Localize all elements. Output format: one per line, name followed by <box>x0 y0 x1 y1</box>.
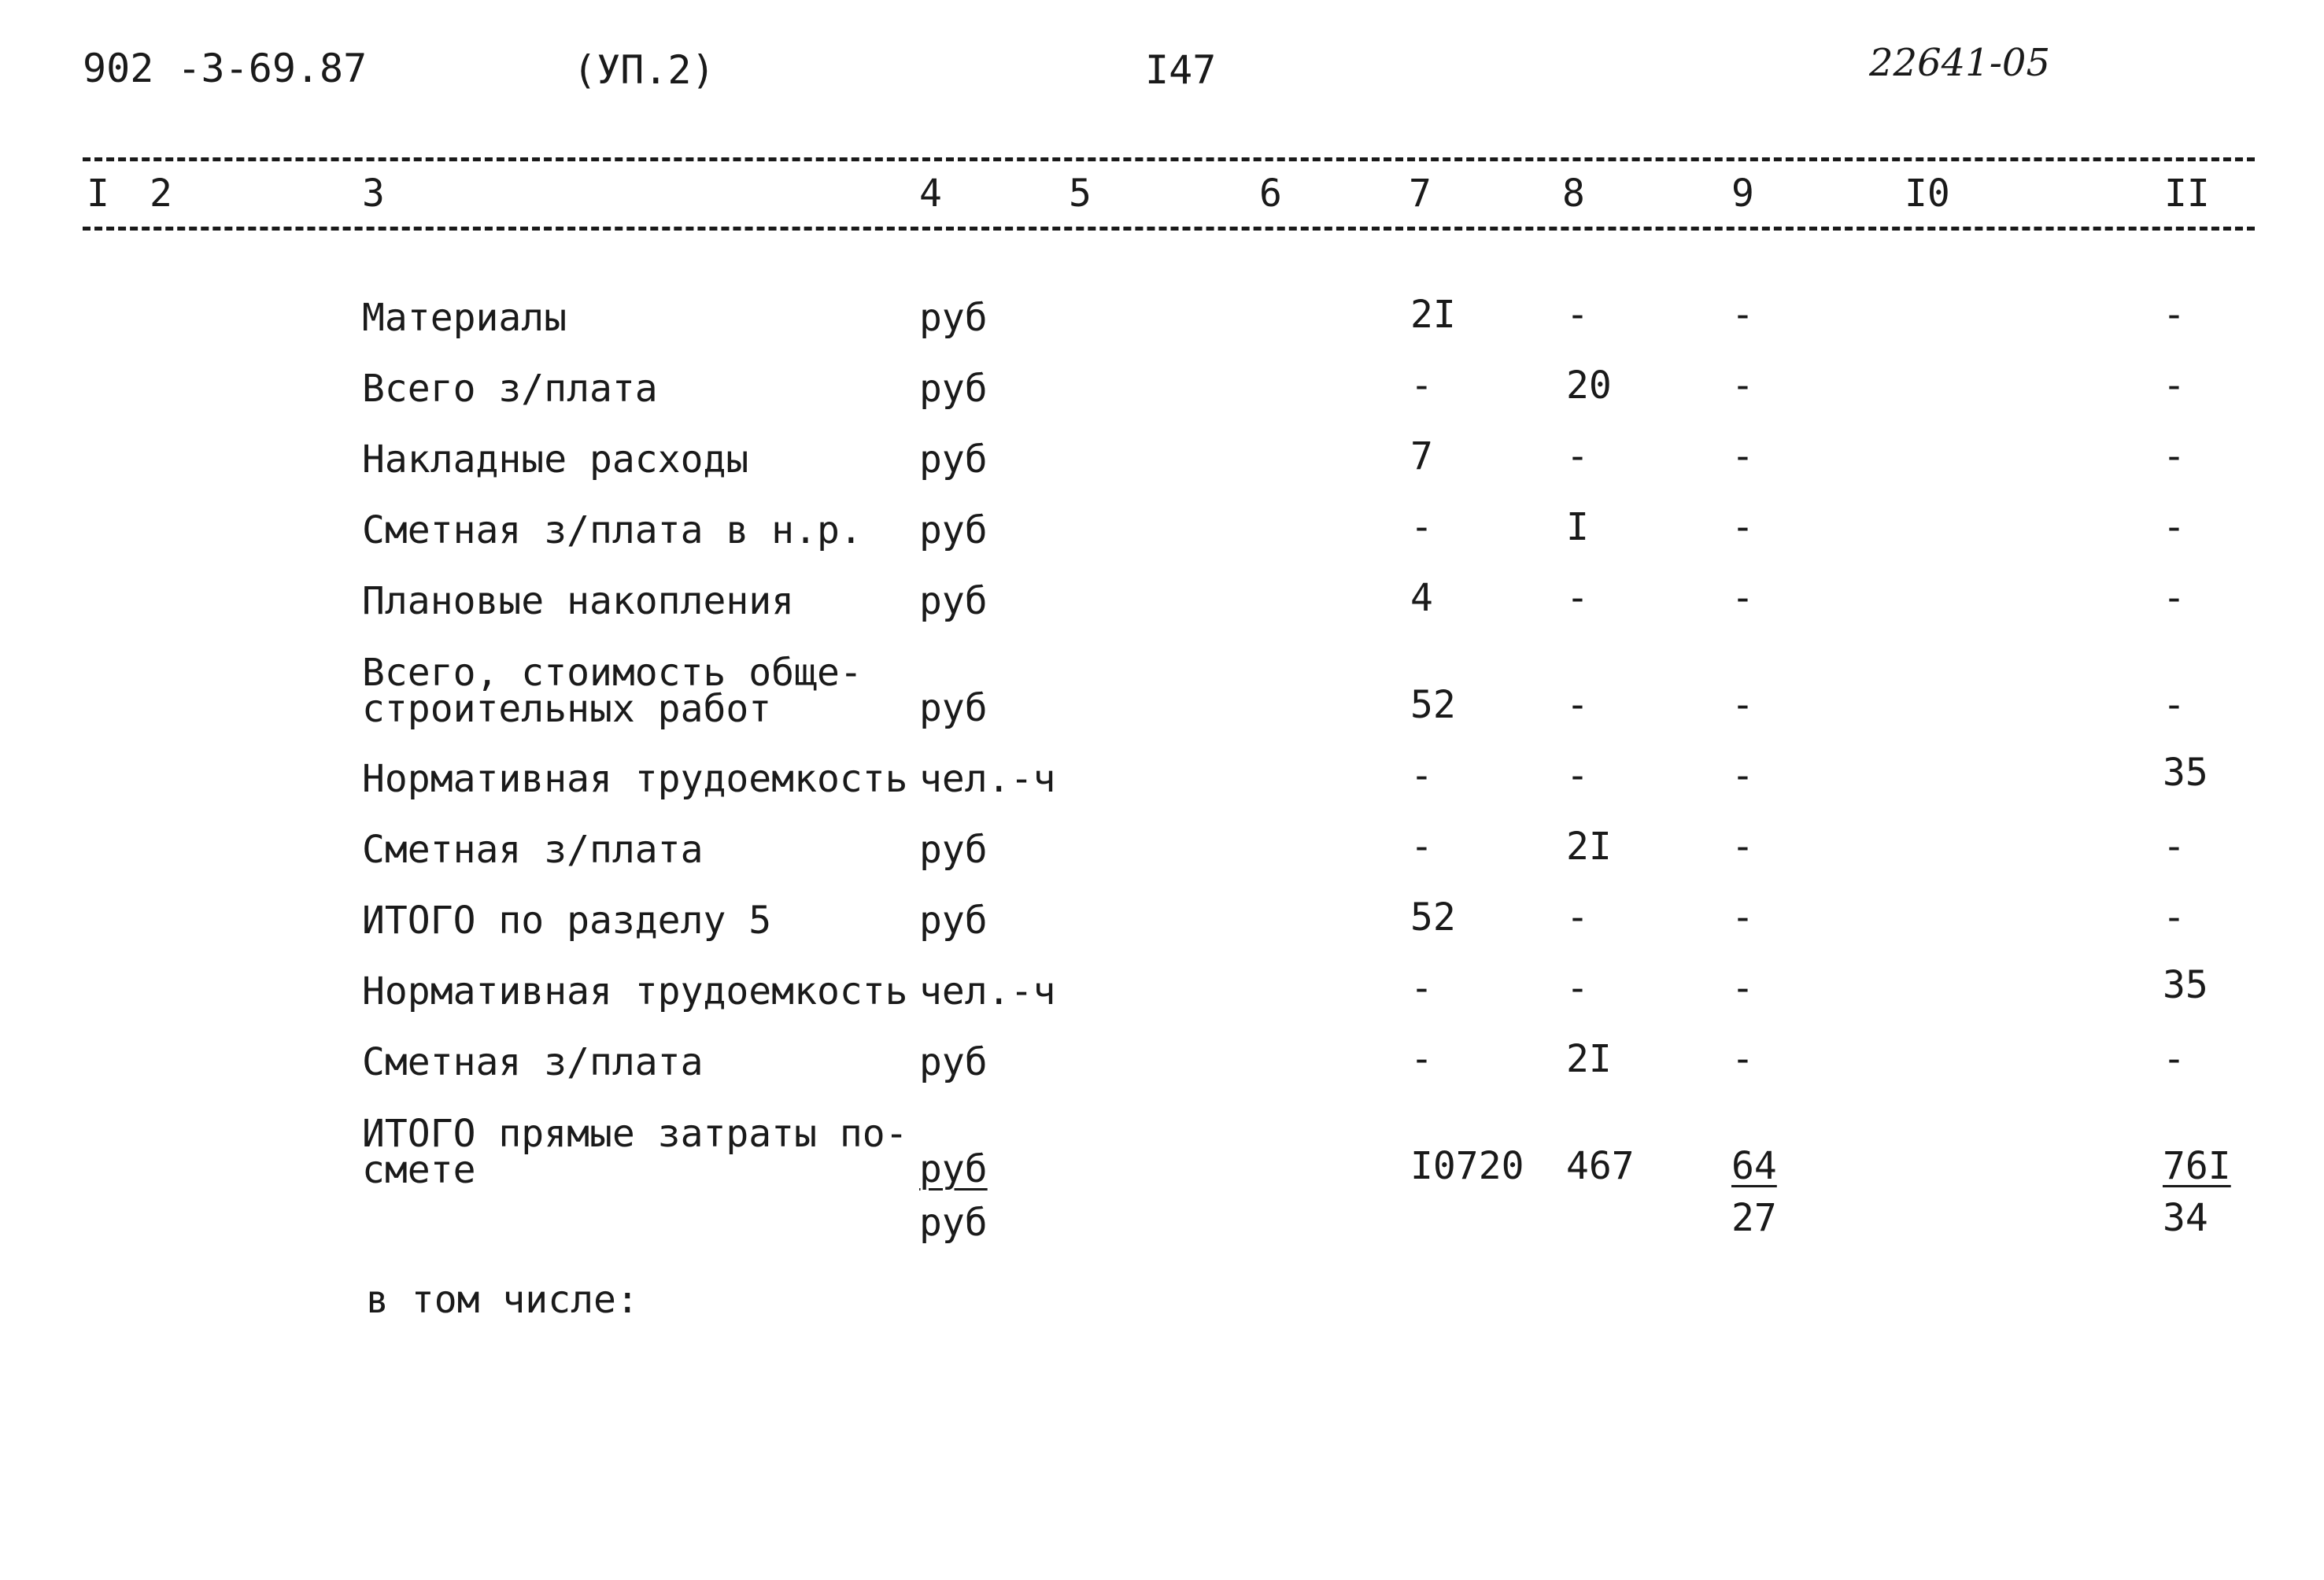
cell-col11: - <box>2163 683 2185 727</box>
doc-code: 902 -3-69.87 <box>83 46 368 91</box>
column-header: 7 <box>1409 172 1432 216</box>
cell-col9: 64 <box>1731 1144 1777 1188</box>
cell-col9: - <box>1731 576 1754 620</box>
cell-col7: I0720 <box>1410 1144 1524 1188</box>
album-number: (УП.2) <box>573 47 715 93</box>
column-header: II <box>2164 172 2210 216</box>
column-header: 5 <box>1069 172 1092 216</box>
cell-col8: - <box>1566 754 1589 798</box>
row-label: Материалы <box>362 296 567 340</box>
cell-col9: - <box>1731 364 1754 408</box>
row-unit: чел.-ч <box>919 757 1056 801</box>
row-label: Накладные расходы <box>362 437 749 482</box>
cell-col7: 52 <box>1410 895 1456 940</box>
row-unit: руб <box>919 899 988 943</box>
column-header: 8 <box>1562 172 1585 216</box>
column-header: 6 <box>1259 172 1282 216</box>
cell-col7: - <box>1410 1037 1433 1081</box>
row-label: Всего з/плата <box>362 367 658 411</box>
cell-col7: 52 <box>1410 683 1456 727</box>
cell-col9: - <box>1731 293 1754 337</box>
column-header: 3 <box>362 172 385 216</box>
cell-col9: - <box>1731 434 1754 478</box>
cell-col9: - <box>1731 754 1754 798</box>
page-number: I47 <box>1145 47 1217 93</box>
cell-col11: - <box>2163 895 2185 940</box>
row-label: Сметная з/плата в н.р. <box>362 508 863 552</box>
row-label: Нормативная трудоемкость <box>362 969 908 1013</box>
cell-col7: - <box>1410 825 1433 869</box>
row-unit: руб <box>919 686 988 730</box>
cell-col9-secondary: 27 <box>1731 1196 1777 1240</box>
cell-col11: - <box>2163 505 2185 549</box>
cell-col11: 35 <box>2163 963 2208 1007</box>
row-unit: руб <box>919 1040 988 1084</box>
cell-col11: - <box>2163 364 2185 408</box>
including-label: в том числе: <box>366 1278 639 1322</box>
cell-col7: - <box>1410 754 1433 798</box>
header-rule-bottom <box>83 227 2255 231</box>
column-header: 4 <box>919 172 942 216</box>
cell-col7: - <box>1410 364 1433 408</box>
cell-col8: - <box>1566 576 1589 620</box>
row-unit: руб <box>919 1147 988 1191</box>
row-label: Нормативная трудоемкость <box>362 757 908 801</box>
row-unit: руб <box>919 579 988 623</box>
row-label: Плановые накопления <box>362 579 795 623</box>
row-unit: руб <box>919 296 988 340</box>
cell-col9: - <box>1731 966 1754 1010</box>
cell-col11: 76I <box>2163 1144 2231 1188</box>
cell-col9: - <box>1731 1037 1754 1081</box>
cell-col11: - <box>2163 576 2185 620</box>
cell-col7: - <box>1410 505 1433 549</box>
cell-col11: - <box>2163 293 2185 337</box>
row-unit: руб <box>919 508 988 552</box>
column-header: I0 <box>1905 172 1950 216</box>
cell-col11: - <box>2163 434 2185 478</box>
row-unit: руб <box>919 367 988 411</box>
column-header: 9 <box>1731 172 1754 216</box>
cell-col8: - <box>1566 293 1589 337</box>
column-header: 2 <box>150 172 172 216</box>
cell-col8: - <box>1566 966 1589 1010</box>
cell-col9: - <box>1731 825 1754 869</box>
cell-col8: I <box>1566 505 1589 549</box>
row-unit: чел.-ч <box>919 969 1056 1013</box>
cell-col9: - <box>1731 683 1754 727</box>
row-label: Сметная з/плата <box>362 1040 704 1084</box>
cell-col7: 4 <box>1410 576 1433 620</box>
cell-col8: 467 <box>1566 1144 1635 1188</box>
inventory-number: 22641-05 <box>1869 41 2050 85</box>
cell-col8: - <box>1566 434 1589 478</box>
column-header: I <box>87 172 109 216</box>
cell-col8: - <box>1566 895 1589 940</box>
cell-col9: - <box>1731 895 1754 940</box>
row-label: ИТОГО прямые затраты по- смете <box>362 1112 908 1192</box>
cell-col7: 2I <box>1410 293 1456 337</box>
cell-col8: 20 <box>1566 364 1612 408</box>
cell-col7: 7 <box>1410 434 1433 478</box>
cell-col11: - <box>2163 825 2185 869</box>
row-label: Сметная з/плата <box>362 828 704 872</box>
row-unit-secondary: руб <box>919 1201 988 1245</box>
cell-col9: - <box>1731 505 1754 549</box>
cell-col11: - <box>2163 1037 2185 1081</box>
cell-col11-secondary: 34 <box>2163 1196 2208 1240</box>
row-unit: руб <box>919 437 988 482</box>
cell-col11: 35 <box>2163 751 2208 795</box>
header-rule-top <box>83 157 2255 161</box>
row-label: ИТОГО по разделу 5 <box>362 899 772 943</box>
cell-col7: - <box>1410 966 1433 1010</box>
cell-col8: - <box>1566 683 1589 727</box>
cell-col8: 2I <box>1566 825 1612 869</box>
cell-col8: 2I <box>1566 1037 1612 1081</box>
row-label: Всего, стоимость обще- строительных работ <box>362 651 863 731</box>
row-unit: руб <box>919 828 988 872</box>
